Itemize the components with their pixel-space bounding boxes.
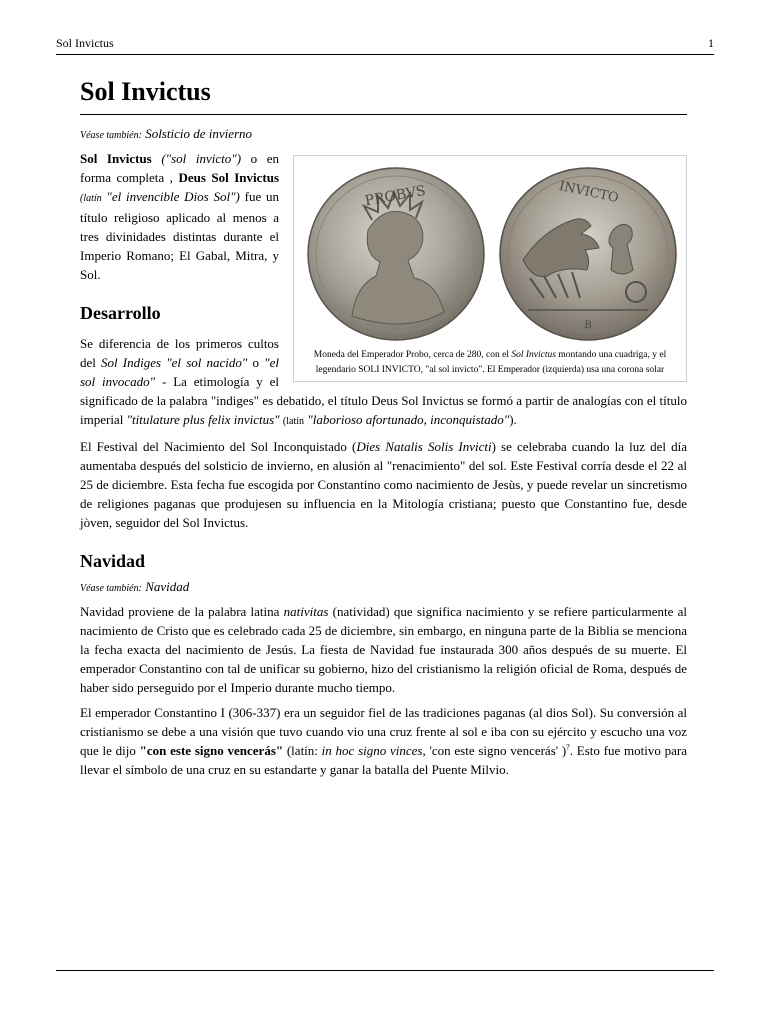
header-rule (56, 54, 714, 55)
article-body (80, 72, 687, 785)
svg-text:PROBVS: PROBVS (363, 182, 427, 210)
footer-rule (56, 970, 714, 971)
heading-navidad: Navidad (80, 551, 146, 571)
coin-obverse (308, 168, 484, 340)
desarrollo-paragraph-1: Se diferencia de los primeros cultos del Sol Indiges "el sol nacido" o "el sol invocado" - La etimología y el significado de la palabra "indiges" es debatido, el título Deus Sol Invictus se formó a partir de analogías con el título imperial "titulature plus felix invictus" (latín "laborioso afortunado, inconquistado"). (80, 336, 687, 427)
citation-needed-marker[interactable]: ? (566, 742, 570, 752)
see-also-label: Véase también: (80, 583, 142, 594)
see-also-solsticio (80, 125, 687, 145)
see-also-navidad (80, 578, 687, 598)
page-title: Sol Invictus (80, 72, 687, 115)
svg-text:INVICTO: INVICTO (557, 178, 620, 207)
page-number: 1 (708, 36, 714, 50)
running-header (56, 36, 714, 51)
figure-caption: Moneda del Emperador Probo, cerca de 280, con el Sol Invictus montando una cuadriga, y el legendario SOLI INVICTO, "al sol invicto". El Emperador (izquierda) usa una corona solar (313, 350, 667, 375)
navidad-paragraph-1: Navidad proviene de la palabra latina nativitas (natividad) que significa nacimiento y se refiere particularmente al nacimiento de Cristo que es celebrado cada 25 de diciembre, sin embargo, en ninguna parte de la Biblia se menciona la fecha exacta del nacimiento de Jesús. La fiesta de Navidad fue instaurada 300 años después de su muerte. El emperador Constantino con tal de unificar su gobierno, hizo del cristianismo la religión oficial de Roma, después de haber sido perseguido por el Imperio durante mucho tiempo. (80, 604, 687, 695)
coin-reverse (500, 168, 676, 340)
svg-text:B: B (584, 320, 592, 331)
coin-image (298, 160, 682, 346)
running-title: Sol Invictus (56, 36, 114, 50)
desarrollo-paragraph-2: El Festival del Nacimiento del Sol Inconquistado (Dies Natalis Solis Invicti) se celebraba cuando la luz del día aumentaba después del solsticio de invierno, en alusión al "renacimiento" del sol. Este Festival corría desde el 22 al 25 de diciembre. Esta fecha fue escogida por Constantino como nacimiento de Jesùs, y puede revelar un sincretismo de religiones paganas que produjesen su influencia en la Mitología cristiana; puesto que Constantino fue, desde jòven, seguidor del Sol Invictus. (80, 439, 687, 530)
see-also-link[interactable]: Solsticio de invierno (145, 126, 253, 141)
see-also-link[interactable]: Navidad (145, 579, 190, 594)
intro-paragraph: Sol Invictus ("sol invicto") o en forma completa , Deus Sol Invictus (latín "el invencible Dios Sol") fue un título religioso aplicado al menos a tres divinidades distintas durante el Imperio Romano; El Gabal, Mitra, y Sol. (80, 151, 280, 282)
coin-figure (293, 155, 687, 382)
heading-desarrollo: Desarrollo (80, 303, 161, 323)
navidad-paragraph-2: El emperador Constantino I (306-337) era un seguidor fiel de las tradiciones paganas (al dios Sol). Su conversión al cristianismo se debe a una visión que tuvo cuando vio una cruz frente al sol e iba con su ejército y escucho una voz que le dijo "con este signo vencerás" (latín: in hoc signo vinces, 'con este signo vencerás' )?. Esto fue motivo para llevar el símbolo de una cruz en su estandarte y ganar la batalla del Puente Milvio. (80, 705, 687, 777)
see-also-label: Véase también: (80, 130, 142, 141)
